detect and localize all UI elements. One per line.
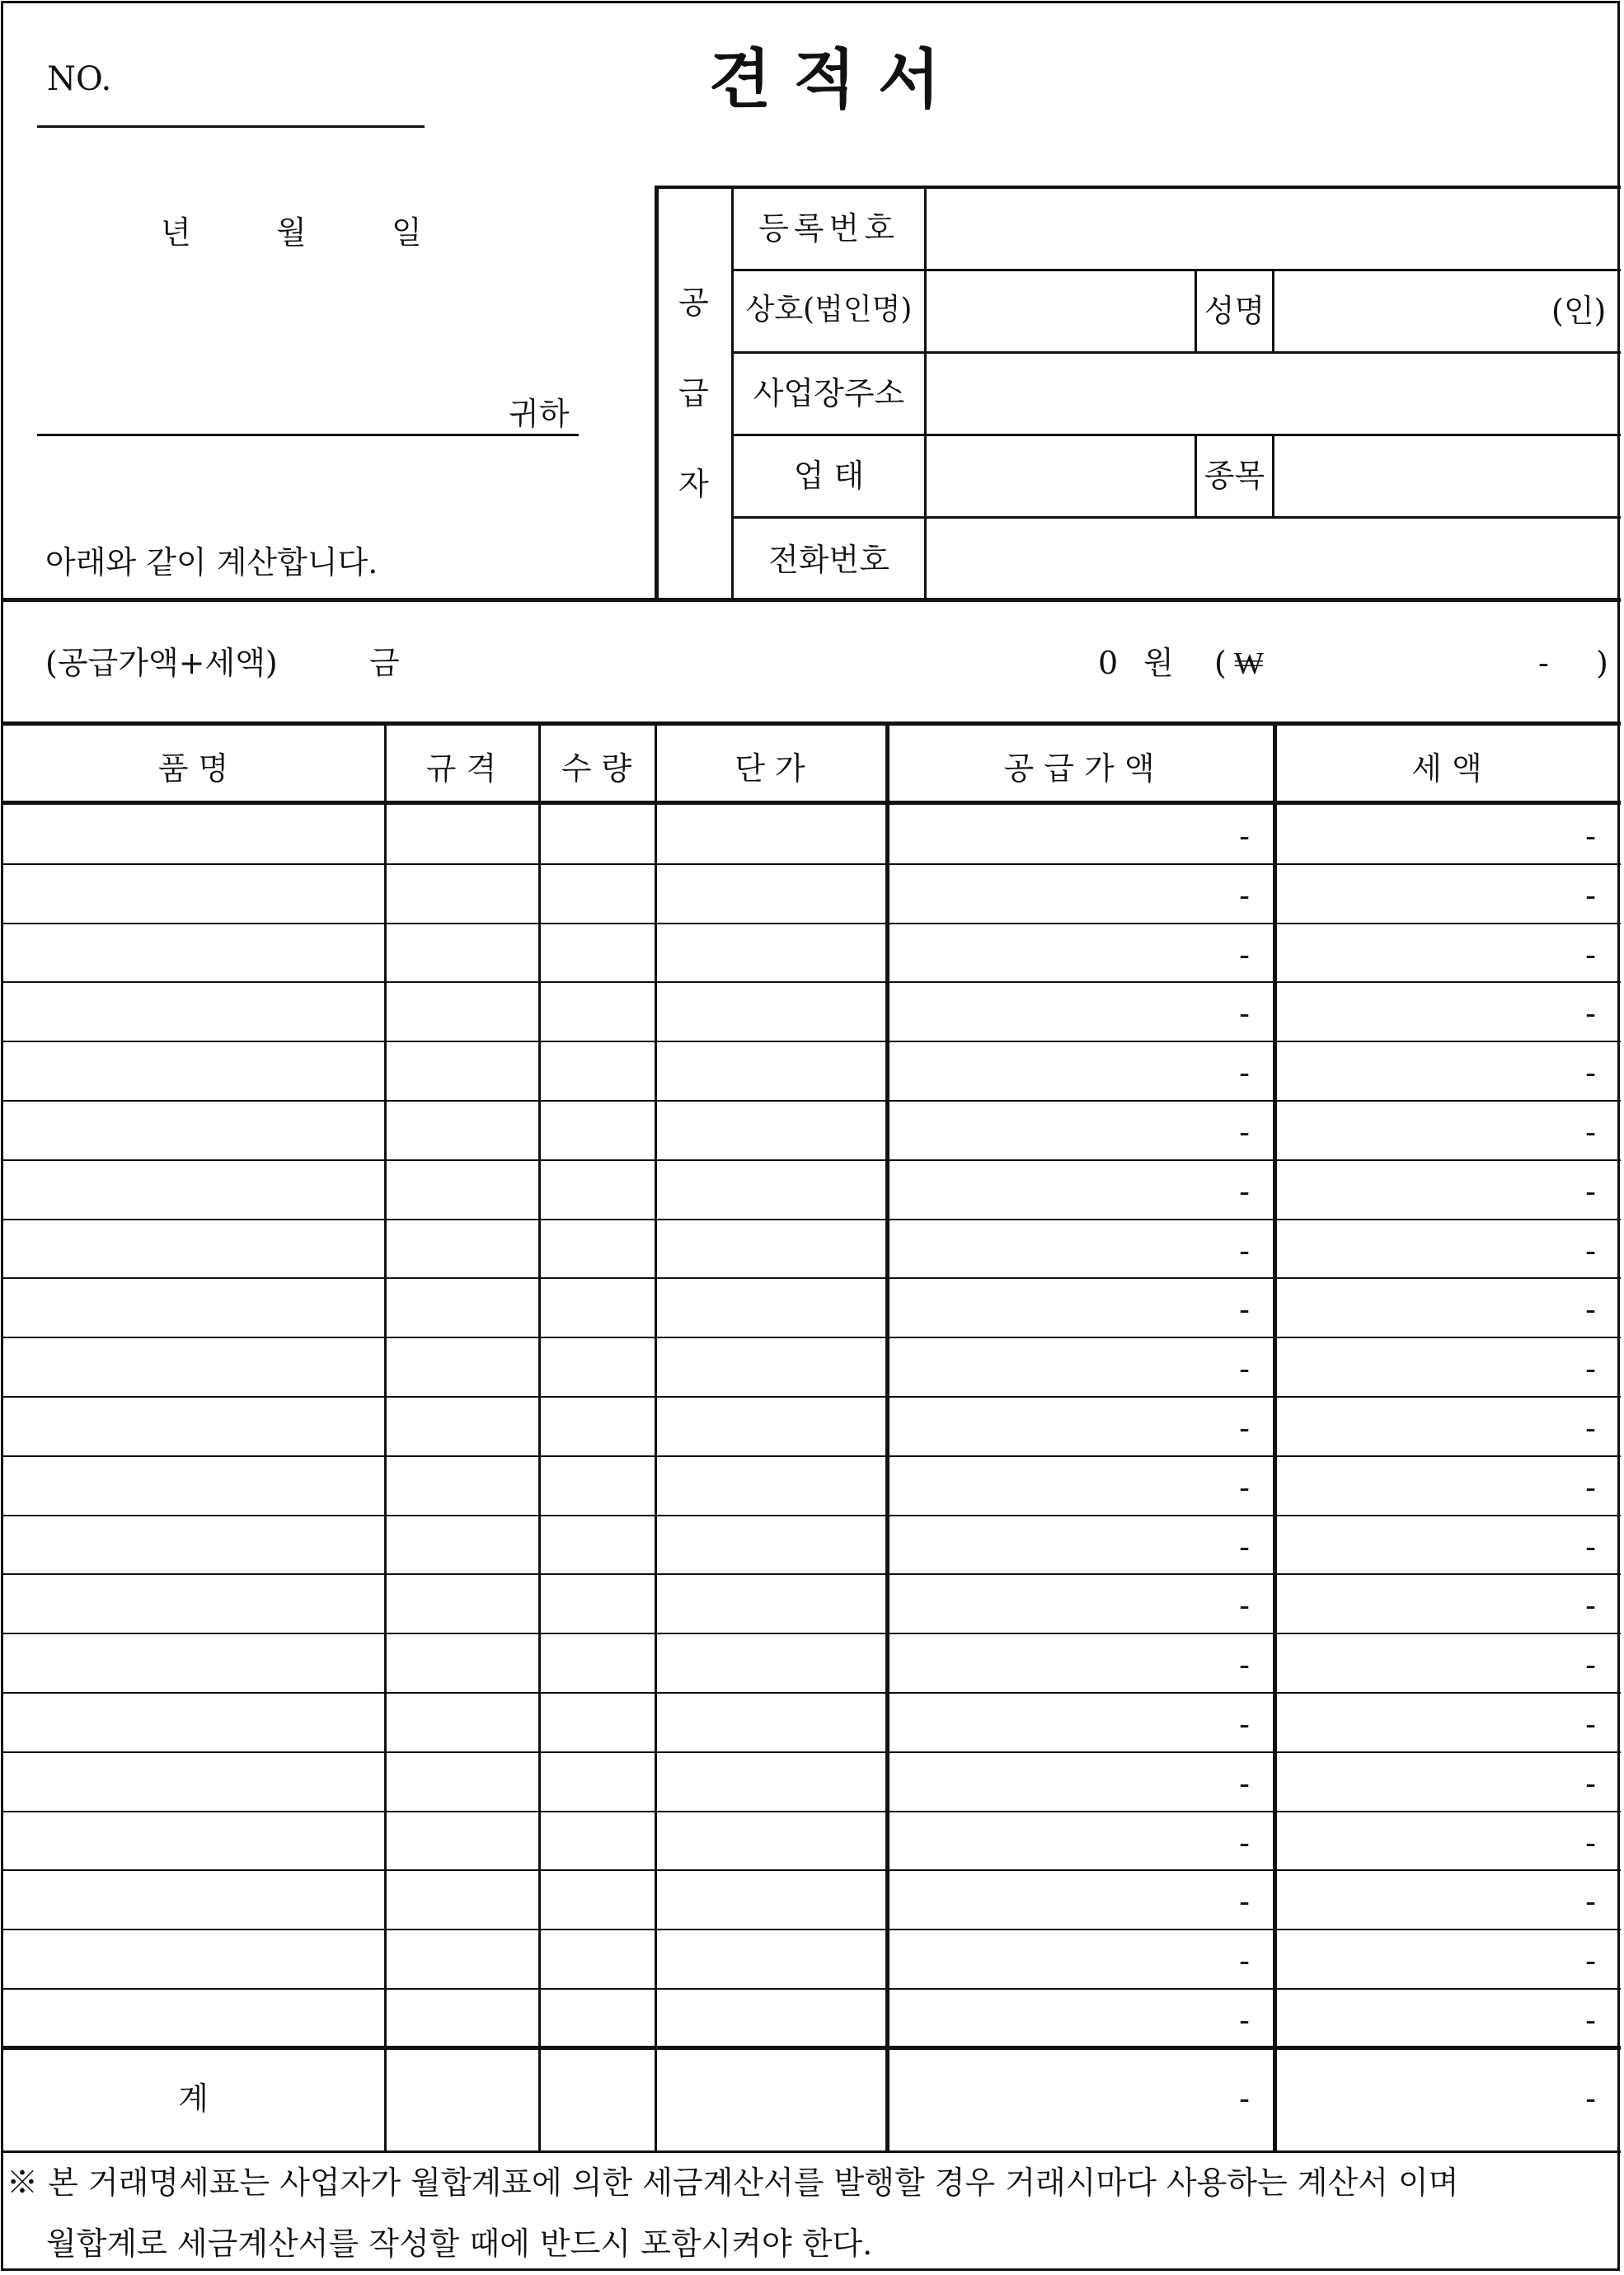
- footer-note-line-2: 월합계로 세금계산서를 작성할 때에 반드시 포함시켜야 한다.: [46, 2226, 873, 2262]
- row-tax-value: -: [1585, 1647, 1596, 1684]
- total-label: 계: [178, 2080, 209, 2118]
- row-supply-value: -: [1239, 1765, 1250, 1802]
- table-header-4: 공 급 가 액: [1003, 750, 1155, 787]
- row-tax-value: -: [1585, 995, 1596, 1032]
- no-label: NO.: [47, 60, 112, 98]
- row-supply-value: -: [1239, 1232, 1250, 1269]
- date-day: 일: [392, 214, 422, 251]
- business-type-label: 업 태: [793, 458, 865, 494]
- row-supply-value: -: [1239, 1587, 1250, 1624]
- business-item-label: 종목: [1204, 458, 1265, 494]
- company-field[interactable]: [927, 271, 1195, 351]
- row-tax-value: -: [1585, 1291, 1596, 1328]
- amount-paren-close: ): [1596, 645, 1608, 681]
- row-tax-value: -: [1585, 818, 1596, 854]
- phone-label: 전화번호: [768, 542, 889, 578]
- supplier-side-char-1: 공: [678, 284, 709, 321]
- row-supply-value: -: [1239, 1351, 1250, 1388]
- supplier-side-char-3: 자: [678, 466, 709, 502]
- row-supply-value: -: [1239, 1883, 1250, 1920]
- row-supply-value: -: [1239, 1824, 1250, 1861]
- amount-value: 0: [1098, 645, 1119, 681]
- recipient-underline: [37, 434, 579, 436]
- row-supply-value: -: [1239, 1291, 1250, 1328]
- row-tax-value: -: [1585, 1469, 1596, 1506]
- table-bottom-line: [2, 2150, 1621, 2153]
- row-tax-value: -: [1585, 1883, 1596, 1920]
- company-label: 상호(법인명): [745, 293, 913, 327]
- recipient-suffix: 귀하: [509, 396, 570, 432]
- supplier-left-line: [655, 186, 659, 599]
- reg-no-field[interactable]: [927, 189, 1619, 269]
- row-tax-value: -: [1585, 1824, 1596, 1861]
- row-supply-value: -: [1239, 1943, 1250, 1980]
- row-supply-value: -: [1239, 818, 1250, 854]
- table-total-line: [2, 2046, 1621, 2050]
- amount-top-line: [2, 598, 1621, 602]
- amount-bottom-line: [2, 722, 1621, 726]
- row-tax-value: -: [1585, 1173, 1596, 1210]
- no-underline: [37, 125, 425, 128]
- calc-note: 아래와 같이 계산합니다.: [45, 544, 378, 581]
- total-supply-value: -: [1239, 2080, 1250, 2118]
- address-label: 사업장주소: [753, 375, 905, 411]
- row-tax-value: -: [1585, 1943, 1596, 1980]
- row-tax-value: -: [1585, 1055, 1596, 1092]
- row-tax-value: -: [1585, 877, 1596, 914]
- page-title: 견 적 서: [709, 42, 941, 117]
- row-supply-value: -: [1239, 1469, 1250, 1506]
- row-tax-value: -: [1585, 2002, 1596, 2038]
- row-tax-value: -: [1585, 1587, 1596, 1624]
- business-type-field[interactable]: [927, 436, 1195, 516]
- row-tax-value: -: [1585, 1706, 1596, 1742]
- row-supply-value: -: [1239, 2002, 1250, 2038]
- name-label: 성명: [1204, 293, 1265, 329]
- date-year: 년: [161, 214, 191, 251]
- row-supply-value: -: [1239, 1528, 1250, 1565]
- row-tax-value: -: [1585, 1351, 1596, 1388]
- row-supply-value: -: [1239, 1647, 1250, 1684]
- table-header-3: 단 가: [735, 750, 805, 787]
- seal-label: (인): [1551, 293, 1607, 329]
- footer-note-line-1: ※ 본 거래명세표는 사업자가 월합계표에 의한 세금계산서를 발행할 경우 거래시마다 사용하는 계산서 이며: [7, 2165, 1459, 2201]
- row-tax-value: -: [1585, 1765, 1596, 1802]
- row-supply-value: -: [1239, 1173, 1250, 1210]
- reg-no-label: 등록번호: [758, 210, 899, 247]
- table-header-1: 규 격: [425, 750, 497, 787]
- row-tax-value: -: [1585, 1114, 1596, 1150]
- date-month: 월: [276, 214, 307, 251]
- row-supply-value: -: [1239, 1114, 1250, 1150]
- amount-geum: 금: [369, 645, 400, 681]
- supplier-side-char-2: 급: [678, 375, 709, 411]
- table-header-0: 품 명: [157, 750, 229, 787]
- amount-dash: -: [1538, 645, 1549, 681]
- amount-currency: ₩: [1234, 645, 1264, 681]
- row-supply-value: -: [1239, 1055, 1250, 1092]
- row-tax-value: -: [1585, 1232, 1596, 1269]
- address-field[interactable]: [927, 354, 1619, 434]
- row-tax-value: -: [1585, 1410, 1596, 1446]
- total-tax-value: -: [1585, 2080, 1596, 2118]
- row-supply-value: -: [1239, 995, 1250, 1032]
- phone-field[interactable]: [927, 519, 1619, 599]
- row-tax-value: -: [1585, 1528, 1596, 1565]
- amount-paren-open: (: [1214, 645, 1227, 681]
- row-supply-value: -: [1239, 936, 1250, 973]
- row-tax-value: -: [1585, 936, 1596, 973]
- business-item-field[interactable]: [1274, 436, 1619, 516]
- row-supply-value: -: [1239, 877, 1250, 914]
- table-header-5: 세 액: [1411, 750, 1482, 787]
- amount-label: (공급가액+세액): [45, 645, 278, 681]
- amount-won: 원: [1143, 645, 1174, 681]
- row-supply-value: -: [1239, 1706, 1250, 1742]
- row-supply-value: -: [1239, 1410, 1250, 1446]
- table-header-2: 수 량: [561, 750, 632, 787]
